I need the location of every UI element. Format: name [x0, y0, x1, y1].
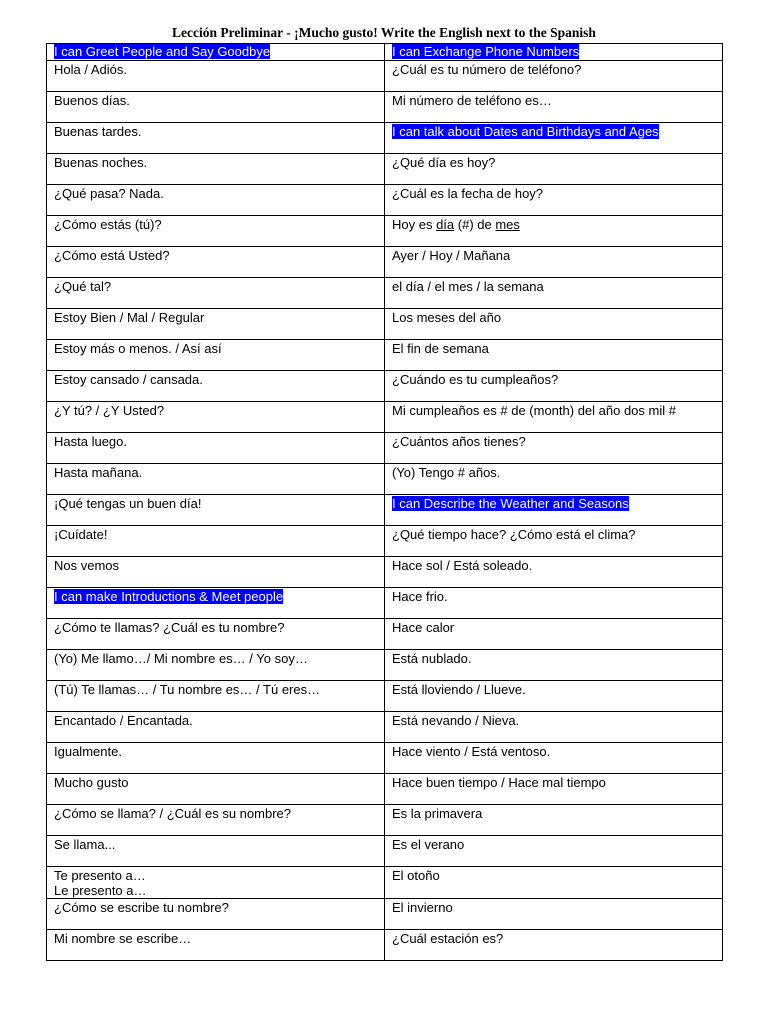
- section-heading: I can Exchange Phone Numbers: [392, 44, 580, 59]
- table-row: [47, 402, 723, 433]
- table-row: [47, 712, 723, 743]
- vocab-phrase-cell: [47, 743, 385, 774]
- vocab-phrase: Mi cumpleaños es # de (month) del año dos mil #: [392, 403, 676, 418]
- table-row: [47, 526, 723, 557]
- table-row: [47, 681, 723, 712]
- table-row: [47, 774, 723, 805]
- vocab-phrase: ¿Cuál estación es?: [392, 931, 504, 946]
- vocab-phrase-cell: [47, 402, 385, 433]
- vocab-phrase-cell: [385, 557, 723, 588]
- table-row: [47, 557, 723, 588]
- vocab-phrase-cell: [47, 712, 385, 743]
- vocab-phrase: Buenos días.: [54, 93, 130, 108]
- table-row: [47, 371, 723, 402]
- table-row: [47, 433, 723, 464]
- vocab-phrase: ¿Cómo está Usted?: [54, 248, 170, 263]
- vocab-phrase-cell: [385, 650, 723, 681]
- vocab-phrase: Hace viento / Está ventoso.: [392, 744, 551, 759]
- vocab-phrase: Igualmente.: [54, 744, 122, 759]
- vocab-phrase-cell: [385, 867, 723, 899]
- vocab-phrase-cell: [385, 371, 723, 402]
- vocab-phrase-cell: [385, 433, 723, 464]
- table-row: [47, 805, 723, 836]
- phrase-line: Le presento a…: [54, 883, 147, 898]
- vocab-phrase-cell: [47, 650, 385, 681]
- table-row: [47, 867, 723, 899]
- vocab-phrase: El otoño: [392, 868, 440, 883]
- vocab-phrase: Buenas noches.: [54, 155, 148, 170]
- vocab-phrase: Estoy más o menos. / Así así: [54, 341, 222, 356]
- vocab-phrase: ¿Qué día es hoy?: [392, 155, 496, 170]
- vocab-phrase-cell: [385, 712, 723, 743]
- table-row: [47, 836, 723, 867]
- vocab-phrase: ¿Cuándo es tu cumpleaños?: [392, 372, 559, 387]
- vocab-phrase-cell: [47, 619, 385, 650]
- vocab-phrase-cell: [47, 278, 385, 309]
- vocab-phrase: Es el verano: [392, 837, 465, 852]
- vocab-phrase-cell: [47, 309, 385, 340]
- vocab-phrase: Los meses del año: [392, 310, 502, 325]
- vocab-phrase-cell: [385, 836, 723, 867]
- vocab-phrase: El fin de semana: [392, 341, 489, 356]
- table-row: [47, 309, 723, 340]
- table-row: [47, 185, 723, 216]
- vocab-phrase: Está lloviendo / Llueve.: [392, 682, 526, 697]
- vocab-phrase-cell: [385, 619, 723, 650]
- vocab-phrase-cell: [385, 309, 723, 340]
- vocab-phrase: Está nublado.: [392, 651, 472, 666]
- vocab-phrase: Se llama...: [54, 837, 116, 852]
- phrase-part: Hoy es: [392, 217, 437, 232]
- vocab-phrase-cell: [47, 557, 385, 588]
- vocab-phrase: Estoy cansado / cansada.: [54, 372, 203, 387]
- vocabulary-table: [46, 43, 723, 961]
- section-heading-cell: [385, 495, 723, 526]
- vocab-phrase-cell: [47, 61, 385, 92]
- table-row: [47, 930, 723, 961]
- vocab-phrase-cell: [385, 185, 723, 216]
- vocab-phrase-cell: [47, 836, 385, 867]
- vocab-phrase: (Yo) Me llamo…/ Mi nombre es… / Yo soy…: [54, 651, 308, 666]
- table-row: [47, 44, 723, 61]
- vocab-phrase-cell: [385, 92, 723, 123]
- vocab-phrase: Hace calor: [392, 620, 455, 635]
- vocab-phrase: Nos vemos: [54, 558, 120, 573]
- vocab-phrase: ¿Cómo se llama? / ¿Cuál es su nombre?: [54, 806, 291, 821]
- vocab-phrase: Buenas tardes.: [54, 124, 142, 139]
- vocab-phrase: Encantado / Encantada.: [54, 713, 193, 728]
- document-title: Lección Preliminar - ¡Mucho gusto! Write the English next to the Spanish: [172, 25, 596, 40]
- vocab-phrase: ¿Cuál es la fecha de hoy?: [392, 186, 544, 201]
- vocab-phrase: Hace frio.: [392, 589, 448, 604]
- vocab-phrase-cell: [47, 464, 385, 495]
- vocab-phrase-cell: [47, 899, 385, 930]
- vocab-phrase-cell: [385, 216, 723, 247]
- vocab-phrase: ¿Cómo te llamas? ¿Cuál es tu nombre?: [54, 620, 285, 635]
- table-row: [47, 464, 723, 495]
- vocab-phrase: ¿Cuál es tu número de teléfono?: [392, 62, 582, 77]
- vocab-phrase-cell: [47, 247, 385, 278]
- vocab-phrase-cell: [385, 899, 723, 930]
- vocab-phrase-cell: [47, 774, 385, 805]
- vocab-phrase-cell: [385, 402, 723, 433]
- section-heading-cell: [385, 44, 723, 61]
- vocab-phrase: Hola / Adiós.: [54, 62, 127, 77]
- vocab-phrase-cell: [47, 154, 385, 185]
- section-heading: I can talk about Dates and Birthdays and Ages: [392, 124, 659, 139]
- section-heading-cell: [47, 588, 385, 619]
- vocab-phrase: ¿Y tú? / ¿Y Usted?: [54, 403, 165, 418]
- table-row: [47, 216, 723, 247]
- vocab-phrase: Está nevando / Nieva.: [392, 713, 520, 728]
- vocab-phrase: Mi número de teléfono es…: [392, 93, 552, 108]
- vocab-phrase-cell: [385, 464, 723, 495]
- vocab-phrase-cell: [47, 495, 385, 526]
- vocab-phrase: (Tú) Te llamas… / Tu nombre es… / Tú eres…: [54, 682, 321, 697]
- vocab-phrase-cell: [385, 247, 723, 278]
- section-heading: I can Describe the Weather and Seasons: [392, 496, 629, 511]
- vocab-phrase-cell: [385, 588, 723, 619]
- section-heading-cell: [47, 44, 385, 61]
- section-heading: I can Greet People and Say Goodbye: [54, 44, 271, 59]
- vocab-phrase-cell: [385, 774, 723, 805]
- vocabulary-table-body: [47, 44, 723, 961]
- table-row: [47, 123, 723, 154]
- vocab-phrase: ¡Qué tengas un buen día!: [54, 496, 202, 511]
- vocab-phrase: Hasta mañana.: [54, 465, 143, 480]
- vocab-phrase: Ayer / Hoy / Mañana: [392, 248, 511, 263]
- phrase-part: (#) de: [454, 217, 496, 232]
- vocab-phrase: ¿Qué tal?: [54, 279, 112, 294]
- vocab-phrase-cell: [47, 681, 385, 712]
- vocab-phrase-cell: [385, 681, 723, 712]
- vocab-phrase-cell: [385, 340, 723, 371]
- phrase-line: Te presento a…: [54, 868, 146, 883]
- vocab-phrase: ¿Cuántos años tienes?: [392, 434, 526, 449]
- table-row: [47, 899, 723, 930]
- vocab-phrase: ¿Qué tiempo hace? ¿Cómo está el clima?: [392, 527, 636, 542]
- table-row: [47, 278, 723, 309]
- vocab-phrase-cell: [385, 278, 723, 309]
- phrase-part: mes: [495, 217, 520, 232]
- table-row: [47, 154, 723, 185]
- vocab-phrase: Mi nombre se escribe…: [54, 931, 192, 946]
- vocab-phrase: Mucho gusto: [54, 775, 129, 790]
- vocab-phrase: ¿Qué pasa? Nada.: [54, 186, 164, 201]
- vocab-phrase-cell: [47, 123, 385, 154]
- vocab-phrase: El invierno: [392, 900, 453, 915]
- vocab-phrase: Es la primavera: [392, 806, 483, 821]
- vocab-phrase-cell: [47, 930, 385, 961]
- vocab-phrase: Estoy Bien / Mal / Regular: [54, 310, 205, 325]
- vocab-phrase-cell: [47, 216, 385, 247]
- vocab-phrase-cell: [47, 526, 385, 557]
- table-row: [47, 247, 723, 278]
- phrase-part: día: [436, 217, 455, 232]
- table-row: [47, 650, 723, 681]
- table-row: [47, 92, 723, 123]
- vocab-phrase-cell: [47, 371, 385, 402]
- table-row: [47, 588, 723, 619]
- table-row: [47, 495, 723, 526]
- vocab-phrase-cell: [47, 805, 385, 836]
- table-row: [47, 619, 723, 650]
- vocab-phrase: (Yo) Tengo # años.: [392, 465, 501, 480]
- vocab-phrase-cell: [47, 867, 385, 899]
- vocab-phrase: Hace buen tiempo / Hace mal tiempo: [392, 775, 606, 790]
- vocab-phrase: Hace sol / Está soleado.: [392, 558, 533, 573]
- table-row: [47, 743, 723, 774]
- vocab-phrase: ¡Cuídate!: [54, 527, 108, 542]
- vocab-phrase-cell: [385, 154, 723, 185]
- vocab-phrase-cell: [385, 930, 723, 961]
- vocab-phrase-cell: [47, 92, 385, 123]
- section-heading: I can make Introductions & Meet people: [54, 589, 284, 604]
- vocab-phrase-cell: [47, 340, 385, 371]
- vocab-phrase: ¿Cómo se escribe tu nombre?: [54, 900, 229, 915]
- vocab-phrase-cell: [385, 61, 723, 92]
- vocab-phrase-cell: [385, 526, 723, 557]
- vocab-phrase-cell: [385, 805, 723, 836]
- vocab-phrase: ¿Cómo estás (tú)?: [54, 217, 162, 232]
- vocab-phrase: Hasta luego.: [54, 434, 127, 449]
- vocab-phrase: el día / el mes / la semana: [392, 279, 544, 294]
- section-heading-cell: [385, 123, 723, 154]
- vocab-phrase-cell: [385, 743, 723, 774]
- table-row: [47, 61, 723, 92]
- vocab-phrase-cell: [47, 433, 385, 464]
- table-row: [47, 340, 723, 371]
- vocab-phrase-cell: [47, 185, 385, 216]
